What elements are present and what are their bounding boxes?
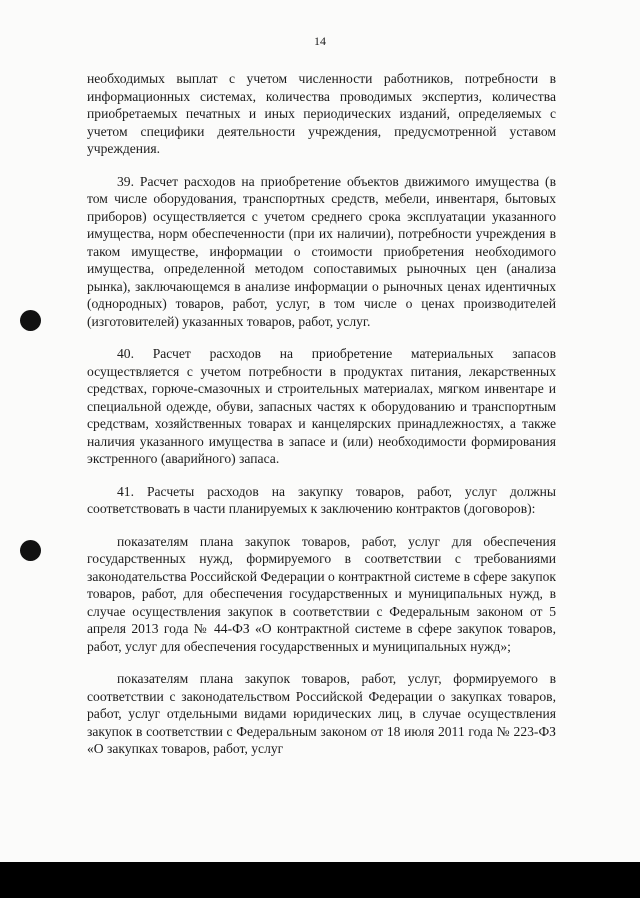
paragraph-40: 40. Расчет расходов на приобретение материальных запасов осуществляется с учетом потребности в продуктах питания, лекарственных средствах, горюче-смазочных и строительных материалах, мягком инвентаре и специальной одежде, обуви, запасных частях к оборудованию и транспортным средствам, хозяйственных товарах и канцелярских принадлежностях, а также наличия указанного имущества в запасе и (или) необходимости формирования экстренного (аварийного) запаса. bbox=[87, 346, 556, 466]
paragraph-continuation: необходимых выплат с учетом численности работников, потребности в информационных системах, количества проводимых экспертиз, количества приобретаемых печатных и иных периодических изданий, определяемых с учетом специфики деятельности учреждения, предусмотренной уставом учреждения. bbox=[87, 71, 556, 156]
paragraph-39: 39. Расчет расходов на приобретение объектов движимого имущества (в том числе оборудования, транспортных средств, мебели, инвентаря, бытовых приборов) осуществляется с учетом среднего срока эксплуатации указанного имущества, норм обеспеченности (при их наличии), потребности учреждения в таком имуществе, информации о стоимости приобретения необходимого имущества, определенной методом сопоставимых рыночных цен (анализа рынка), заключающемся в анализе информации о рыночных ценах идентичных (однородных) товаров, работ, услуг, в том числе о ценах производителей (изготовителей) указанных товаров, работ, услуг. bbox=[87, 173, 556, 329]
page-number: 14 bbox=[314, 34, 326, 48]
document-body bbox=[87, 70, 556, 758]
punch-hole-mark bbox=[20, 310, 41, 331]
punch-hole-mark bbox=[20, 540, 41, 561]
paragraph-41: 41. Расчеты расходов на закупку товаров, работ, услуг должны соответствовать в части планируемых к заключению контрактов (договоров): bbox=[87, 483, 556, 516]
paragraph-41-item-1: показателям плана закупок товаров, работ, услуг для обеспечения государственных нужд, формируемого в соответствии с требованиями законодательства Российской Федерации о контрактной системе в сфере закупок товаров, работ, для обеспечения государственных и муниципальных нужд, в случае осуществления закупок в соответствии с Федеральным законом от 5 апреля 2013 года № 44-ФЗ «О контрактной системе в сфере закупок товаров, работ, услуг для обеспечения государственных и муниципальных нужд»; bbox=[87, 533, 556, 654]
paragraph-41-item-2: показателям плана закупок товаров, работ, услуг, формируемого в соответствии с законодательством Российской Федерации о закупках товаров, работ, услуг отдельными видами юридических лиц, в случае осуществления закупок в соответствии с Федеральным законом от 18 июля 2011 года № 223-ФЗ «О закупках товаров, работ, услуг bbox=[87, 671, 556, 756]
scan-bottom-edge bbox=[0, 862, 640, 898]
